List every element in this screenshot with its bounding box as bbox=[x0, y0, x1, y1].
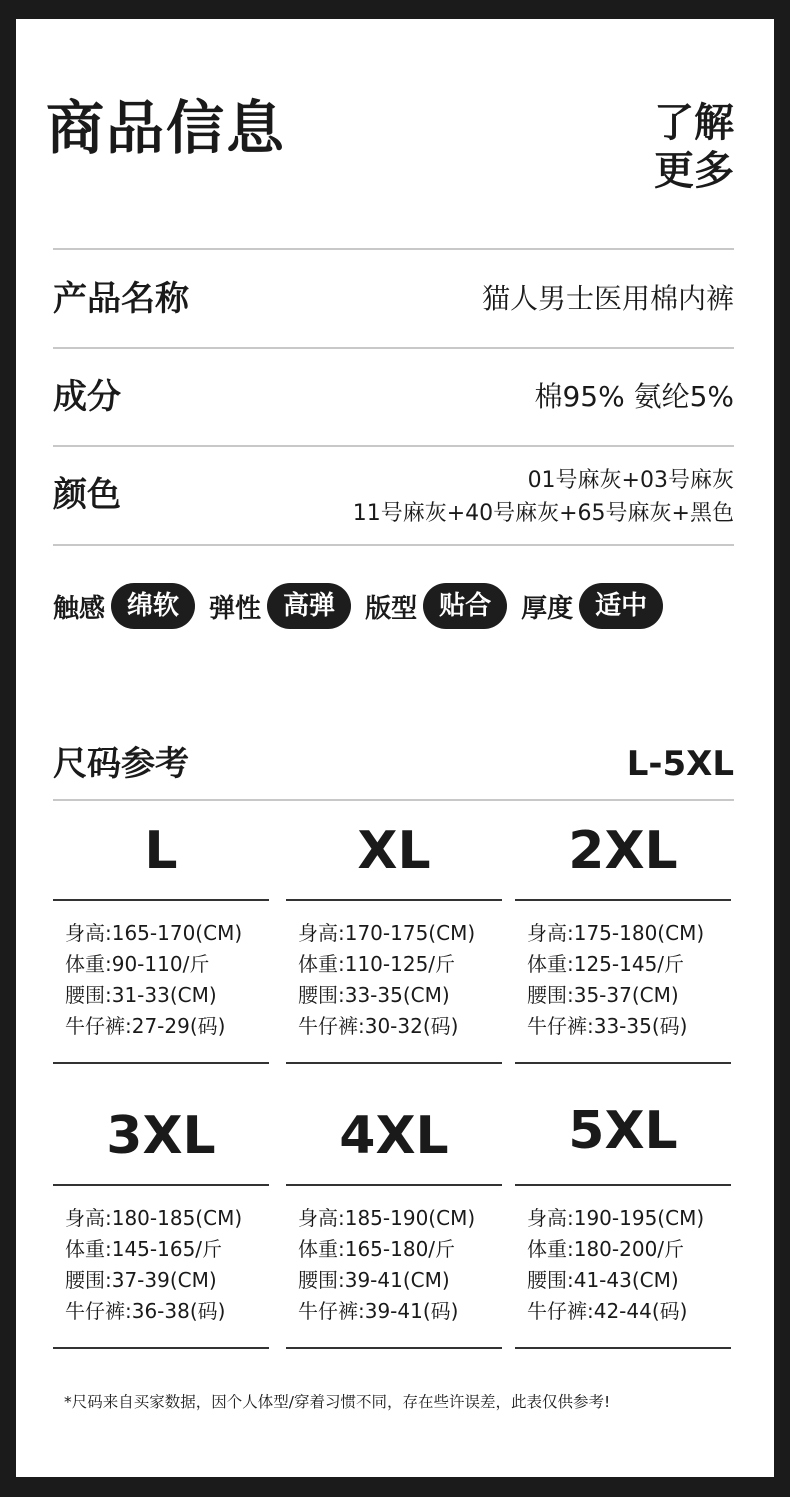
spec-weight: 体重:110-125/斤 bbox=[298, 952, 456, 976]
fit-badge: 贴合 bbox=[423, 583, 507, 629]
divider bbox=[53, 347, 734, 349]
divider bbox=[53, 899, 269, 901]
spec-waist: 腰围:33-35(CM) bbox=[298, 983, 450, 1007]
elasticity-label: 弹性 bbox=[209, 593, 262, 624]
size-label: 5XL bbox=[568, 1101, 678, 1161]
divider bbox=[53, 445, 734, 447]
divider bbox=[286, 1184, 502, 1186]
divider bbox=[515, 1347, 731, 1349]
spec-jeans: 牛仔裤:42-44(码) bbox=[527, 1299, 688, 1323]
spec-weight: 体重:180-200/斤 bbox=[527, 1237, 685, 1261]
divider bbox=[286, 1347, 502, 1349]
spec-height: 身高:185-190(CM) bbox=[298, 1206, 476, 1230]
size-label: 3XL bbox=[106, 1106, 216, 1166]
divider bbox=[53, 1062, 269, 1064]
size-label: 2XL bbox=[568, 821, 678, 881]
size-disclaimer: *尺码来自买家数据，因个人体型/穿着习惯不同，存在些许误差，此表仅供参考! bbox=[64, 1393, 611, 1411]
spec-waist: 腰围:39-41(CM) bbox=[298, 1268, 450, 1292]
product-name-label: 产品名称 bbox=[53, 279, 189, 319]
size-card-2xl bbox=[515, 821, 731, 881]
spec-height: 身高:165-170(CM) bbox=[65, 921, 243, 945]
size-specs bbox=[53, 918, 269, 1042]
learn-more-link[interactable] bbox=[650, 99, 734, 195]
page-title: 商品信息 bbox=[46, 94, 287, 162]
learn-more-line1: 了解 bbox=[654, 100, 734, 146]
thickness-badge: 适中 bbox=[579, 583, 663, 629]
size-specs bbox=[286, 1203, 502, 1327]
divider bbox=[515, 899, 731, 901]
spec-height: 身高:175-180(CM) bbox=[527, 921, 705, 945]
size-specs bbox=[515, 918, 731, 1042]
size-label: 4XL bbox=[339, 1106, 449, 1166]
size-range: L-5XL bbox=[626, 744, 734, 784]
spec-weight: 体重:125-145/斤 bbox=[527, 952, 685, 976]
spec-weight: 体重:145-165/斤 bbox=[65, 1237, 223, 1261]
spec-weight: 体重:90-110/斤 bbox=[65, 952, 210, 976]
spec-jeans: 牛仔裤:30-32(码) bbox=[298, 1014, 459, 1038]
touch-badge: 绵软 bbox=[111, 583, 195, 629]
divider bbox=[53, 1184, 269, 1186]
spec-jeans: 牛仔裤:36-38(码) bbox=[65, 1299, 226, 1323]
spec-jeans: 牛仔裤:39-41(码) bbox=[298, 1299, 459, 1323]
spec-waist: 腰围:41-43(CM) bbox=[527, 1268, 679, 1292]
size-card-5xl bbox=[515, 1101, 731, 1161]
spec-waist: 腰围:37-39(CM) bbox=[65, 1268, 217, 1292]
size-specs bbox=[515, 1203, 731, 1327]
size-reference-title: 尺码参考 bbox=[53, 744, 189, 784]
size-card-xl bbox=[286, 821, 502, 881]
size-specs bbox=[53, 1203, 269, 1327]
divider bbox=[286, 1062, 502, 1064]
divider bbox=[53, 799, 734, 801]
divider bbox=[286, 899, 502, 901]
spec-waist: 腰围:35-37(CM) bbox=[527, 983, 679, 1007]
size-label: L bbox=[144, 821, 178, 881]
spec-height: 身高:190-195(CM) bbox=[527, 1206, 705, 1230]
divider bbox=[53, 1347, 269, 1349]
spec-waist: 腰围:31-33(CM) bbox=[65, 983, 217, 1007]
size-specs bbox=[286, 918, 502, 1042]
product-info-card bbox=[16, 19, 774, 1477]
color-value-line1: 01号麻灰+03号麻灰 bbox=[527, 468, 734, 493]
elasticity-badge: 高弹 bbox=[267, 583, 351, 629]
composition-value: 棉95% 氨纶5% bbox=[534, 380, 734, 413]
divider bbox=[515, 1062, 731, 1064]
spec-height: 身高:170-175(CM) bbox=[298, 921, 476, 945]
divider bbox=[53, 544, 734, 546]
size-card-4xl bbox=[286, 1106, 502, 1166]
size-label: XL bbox=[357, 821, 431, 881]
color-value bbox=[353, 464, 734, 530]
color-label: 颜色 bbox=[53, 475, 121, 515]
composition-label: 成分 bbox=[53, 377, 121, 417]
product-name-value: 猫人男士医用棉内裤 bbox=[481, 282, 734, 315]
color-value-line2: 11号麻灰+40号麻灰+65号麻灰+黑色 bbox=[352, 501, 734, 526]
spec-height: 身高:180-185(CM) bbox=[65, 1206, 243, 1230]
divider bbox=[515, 1184, 731, 1186]
size-card-l bbox=[53, 821, 269, 881]
touch-label: 触感 bbox=[53, 593, 106, 624]
learn-more-line2: 更多 bbox=[654, 148, 734, 194]
attribute-bar bbox=[53, 582, 738, 630]
spec-jeans: 牛仔裤:27-29(码) bbox=[65, 1014, 226, 1038]
spec-weight: 体重:165-180/斤 bbox=[298, 1237, 456, 1261]
spec-jeans: 牛仔裤:33-35(码) bbox=[527, 1014, 688, 1038]
size-card-3xl bbox=[53, 1106, 269, 1166]
divider bbox=[53, 248, 734, 250]
fit-label: 版型 bbox=[365, 593, 418, 624]
thickness-label: 厚度 bbox=[521, 593, 574, 624]
